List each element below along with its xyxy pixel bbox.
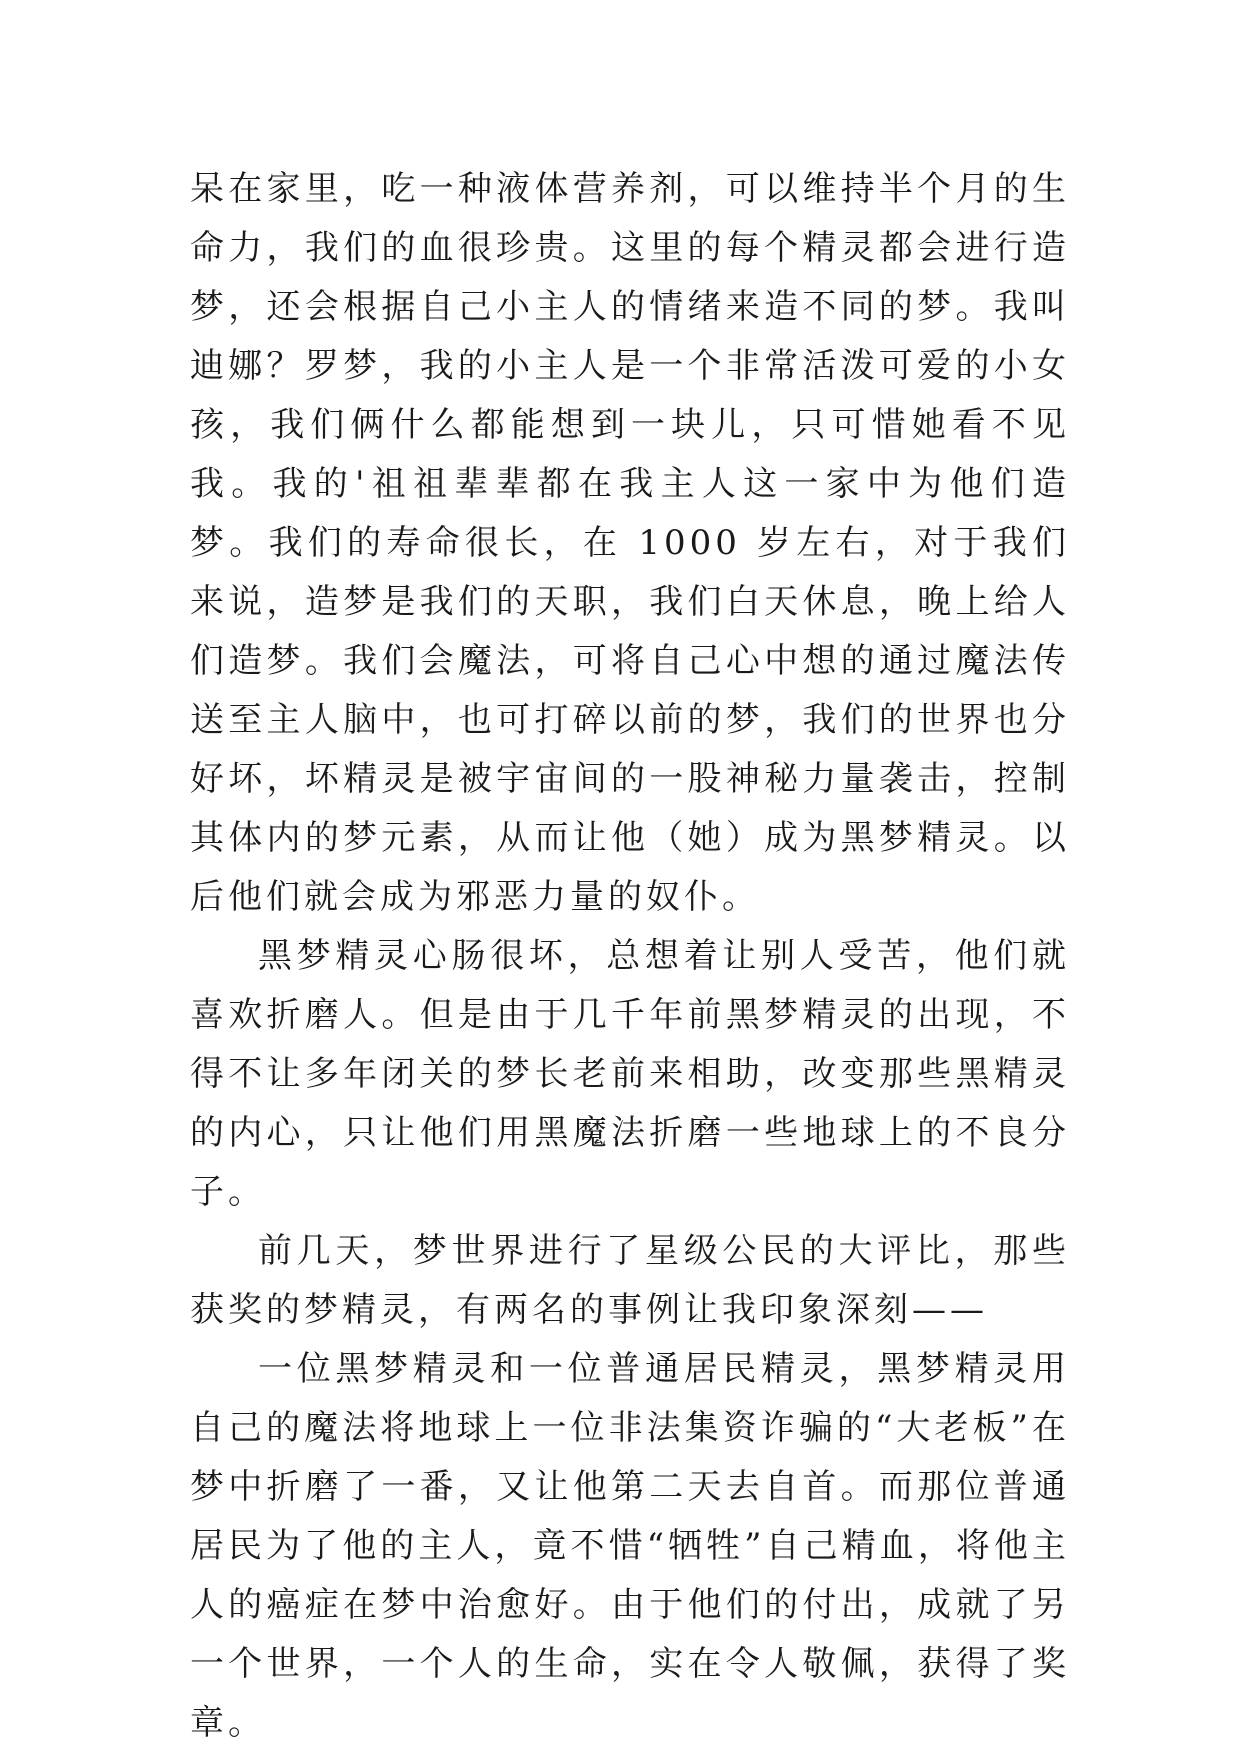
paragraph-2: 黑梦精灵心肠很坏，总想着让别人受苦，他们就喜欢折磨人。但是由于几千年前黑梦精灵的出现，不得不让多年闭关的梦长老前来相助，改变那些黑精灵的内心，只让他们用黑魔法折磨一些地球上的不良分子。 bbox=[190, 936, 1070, 1212]
paragraph-1: 呆在家里，吃一种液体营养剂，可以维持半个月的生命力，我们的血很珍贵。这里的每个精灵都会进行造梦，还会根据自己小主人的情绪来造不同的梦。我叫迪娜？罗梦，我的小主人是一个非常活泼可爱的小女孩，我们俩什么都能想到一块儿，只可惜她看不见我。我的'祖祖辈辈都在我主人这一家中为他们造梦。我们的寿命很长，在 1000 岁左右，对于我们来说，造梦是我们的天职，我们白天休息，晚上给人们造梦。我们会魔法，可将自己心中想的通过魔法传送至主人脑中，也可打碎以前的梦，我们的世界也分好坏，坏精灵是被宇宙间的一股神秘力量袭击，控制其体内的梦元素，从而让他（她）成为黑梦精灵。以后他们就会成为邪恶力量的奴仆。 bbox=[190, 169, 1070, 917]
paragraph-4: 一位黑梦精灵和一位普通居民精灵，黑梦精灵用自己的魔法将地球上一位非法集资诈骗的“大老板”在梦中折磨了一番，又让他第二天去自首。而那位普通居民为了他的主人，竟不惜“牺牲”自己精血，将他主人的癌症在梦中治愈好。由于他们的付出，成就了另一个世界，一个人的生命，实在令人敬佩，获得了奖章。 bbox=[190, 1349, 1070, 1743]
paragraph-3: 前几天，梦世界进行了星级公民的大评比，那些获奖的梦精灵，有两名的事例让我印象深刻—— bbox=[190, 1231, 1070, 1330]
body-text bbox=[190, 160, 1070, 1753]
